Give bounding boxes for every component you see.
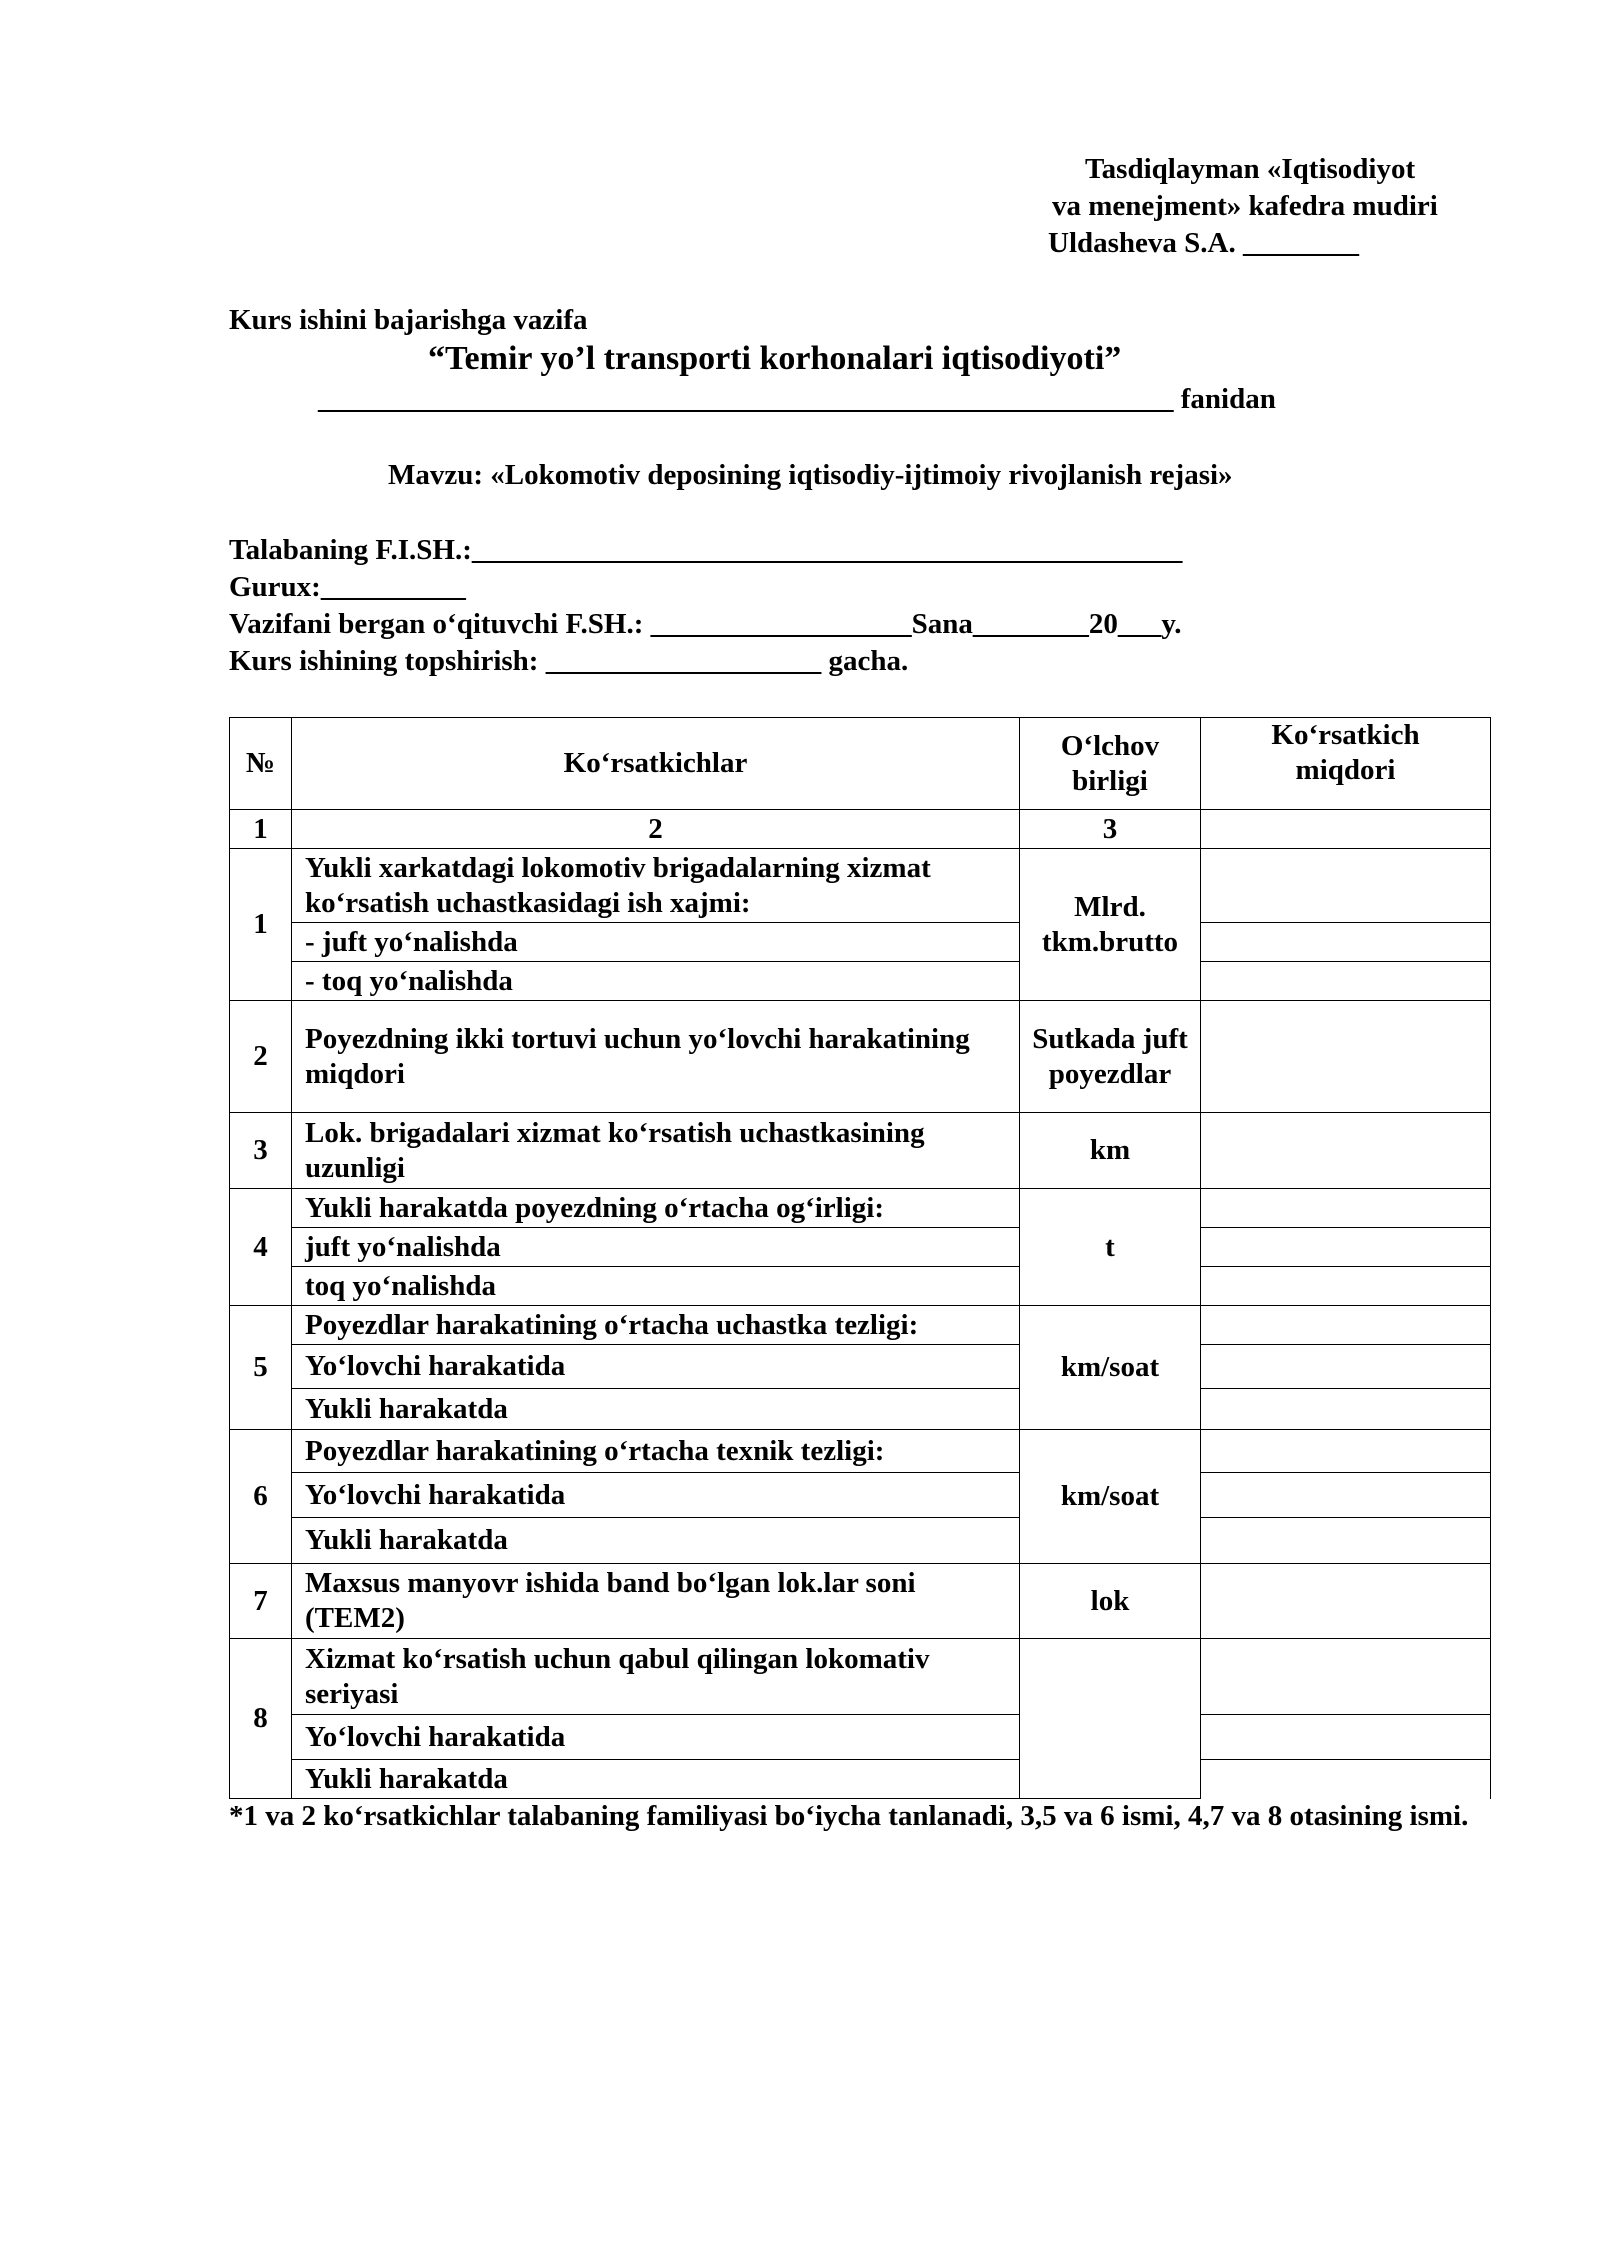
value-cell <box>1201 1715 1491 1760</box>
value-cell <box>1201 1389 1491 1430</box>
header-value <box>1201 718 1491 810</box>
table-row <box>230 1189 1491 1228</box>
indicator-text: - juft yo‘nalishda <box>292 923 1020 962</box>
approval-line-2: va menejment» kafedra mudiri <box>1052 190 1438 222</box>
table-row <box>230 1639 1491 1715</box>
table-row <box>230 849 1491 923</box>
value-cell <box>1201 849 1491 923</box>
table-row <box>230 1306 1491 1345</box>
indicator-text: Yo‘lovchi harakatida <box>292 1473 1020 1518</box>
value-cell <box>1201 1639 1491 1715</box>
row-number: 8 <box>230 1639 292 1799</box>
value-cell <box>1201 810 1491 849</box>
table-row <box>230 1389 1491 1430</box>
indicator-text: Lok. brigadalari xizmat ko‘rsatish uchastkasining uzunligi <box>292 1113 1020 1189</box>
table-row <box>230 1518 1491 1564</box>
teacher-date-field: Vazifani bergan o‘qituvchi F.SH.: __________________Sana________20___y. <box>229 608 1182 640</box>
row-number: 7 <box>230 1564 292 1639</box>
deadline-field: Kurs ishining topshirish: ___________________ gacha. <box>229 645 909 677</box>
value-cell <box>1201 1113 1491 1189</box>
indicator-text: Yukli harakatda <box>292 1518 1020 1564</box>
value-cell <box>1201 1760 1491 1799</box>
table-row <box>230 1267 1491 1306</box>
value-cell <box>1201 1189 1491 1228</box>
value-cell <box>1201 1306 1491 1345</box>
table-row <box>230 1228 1491 1267</box>
table-row <box>230 923 1491 962</box>
indicator-text: - toq yo‘nalishda <box>292 962 1020 1001</box>
footnote: *1 va 2 ko‘rsatkichlar talabaning familiyasi bo‘iycha tanlanadi, 3,5 va 6 ismi, 4,7 va 8 otasining ismi. <box>229 1800 1469 1832</box>
table-row <box>230 962 1491 1001</box>
student-name-field: Talabaning F.I.SH.:_________________________________________________ <box>229 534 1183 566</box>
indicator-text: toq yo‘nalishda <box>292 1267 1020 1306</box>
table-row <box>230 1473 1491 1518</box>
subject-underline <box>318 381 1276 418</box>
value-cell <box>1201 1228 1491 1267</box>
indicator-text: Yukli harakatda <box>292 1389 1020 1430</box>
value-cell <box>1201 962 1491 1001</box>
subject-suffix: fanidan <box>1180 383 1276 415</box>
table-row <box>230 1564 1491 1639</box>
task-title: Kurs ishini bajarishga vazifa <box>229 304 588 336</box>
unit-cell: km <box>1020 1113 1201 1189</box>
table-index-row <box>230 810 1491 849</box>
indicator-text: Maxsus manyovr ishida band bo‘lgan lok.lar soni (TEM2) <box>292 1564 1020 1639</box>
subject-blank: ___________________________________________________________ <box>318 383 1174 415</box>
value-cell <box>1201 1267 1491 1306</box>
indicator-text: juft yo‘nalishda <box>292 1228 1020 1267</box>
unit-cell <box>1020 1639 1201 1799</box>
value-cell <box>1201 1564 1491 1639</box>
header-unit-line-1: O‘lchov <box>1060 729 1160 762</box>
indicator-text: Yukli harakatda <box>292 1760 1020 1799</box>
unit-cell: t <box>1020 1189 1201 1306</box>
value-cell <box>1201 1473 1491 1518</box>
unit-cell: Mlrd. tkm.brutto <box>1020 849 1201 1001</box>
indicator-text: Yukli xarkatdagi lokomotiv brigadalarning xizmat ko‘rsatish uchastkasidagi ish xajmi: <box>292 849 1020 923</box>
value-cell <box>1201 923 1491 962</box>
table-row <box>230 1113 1491 1189</box>
row-number: 6 <box>230 1430 292 1564</box>
approval-line-1: Tasdiqlayman «Iqtisodiyot <box>1085 153 1416 185</box>
table-row <box>230 1760 1491 1799</box>
table-header-row <box>230 718 1491 810</box>
row-number: 5 <box>230 1306 292 1430</box>
header-value-line-2: miqdori <box>1295 754 1396 786</box>
unit-cell: lok <box>1020 1564 1201 1639</box>
indicator-text: Xizmat ko‘rsatish uchun qabul qilingan lokomativ seriyasi <box>292 1639 1020 1715</box>
value-cell <box>1201 1518 1491 1564</box>
header-indicators: Ko‘rsatkichlar <box>292 718 1020 810</box>
indicator-text: Yo‘lovchi harakatida <box>292 1345 1020 1389</box>
index-indicators: 2 <box>292 810 1020 849</box>
subject-title: “Temir yo’l transporti korhonalari iqtisodiyoti” <box>428 340 1122 377</box>
value-cell <box>1201 1345 1491 1389</box>
group-field: Gurux:__________ <box>229 571 466 603</box>
table-row <box>230 1001 1491 1113</box>
unit-cell: Sutkada juft poyezdlar <box>1020 1001 1201 1113</box>
row-number: 4 <box>230 1189 292 1306</box>
index-unit: 3 <box>1020 810 1201 849</box>
table-row <box>230 1345 1491 1389</box>
topic-line: Mavzu: «Lokomotiv deposining iqtisodiy-ijtimoiy rivojlanish rejasi» <box>388 459 1233 491</box>
header-num: № <box>230 718 292 810</box>
row-number: 2 <box>230 1001 292 1113</box>
table-row <box>230 1430 1491 1473</box>
indicator-text: Yo‘lovchi harakatida <box>292 1715 1020 1760</box>
indicator-text: Yukli harakatda poyezdning o‘rtacha og‘irligi: <box>292 1189 1020 1228</box>
header-unit <box>1020 718 1201 810</box>
value-cell <box>1201 1430 1491 1473</box>
row-number: 1 <box>230 849 292 1001</box>
index-num: 1 <box>230 810 292 849</box>
unit-cell: km/soat <box>1020 1306 1201 1430</box>
indicators-table <box>229 717 1491 1799</box>
indicator-text: Poyezdning ikki tortuvi uchun yo‘lovchi harakatining miqdori <box>292 1001 1020 1113</box>
indicator-text: Poyezdlar harakatining o‘rtacha uchastka tezligi: <box>292 1306 1020 1345</box>
header-unit-line-2: birligi <box>1072 764 1148 797</box>
row-number: 3 <box>230 1113 292 1189</box>
value-cell <box>1201 1001 1491 1113</box>
indicator-text: Poyezdlar harakatining o‘rtacha texnik tezligi: <box>292 1430 1020 1473</box>
table-row <box>230 1715 1491 1760</box>
unit-cell: km/soat <box>1020 1430 1201 1564</box>
header-value-line-1: Ko‘rsatkich <box>1271 719 1420 751</box>
approval-line-3: Uldasheva S.A. ________ <box>1048 227 1359 259</box>
